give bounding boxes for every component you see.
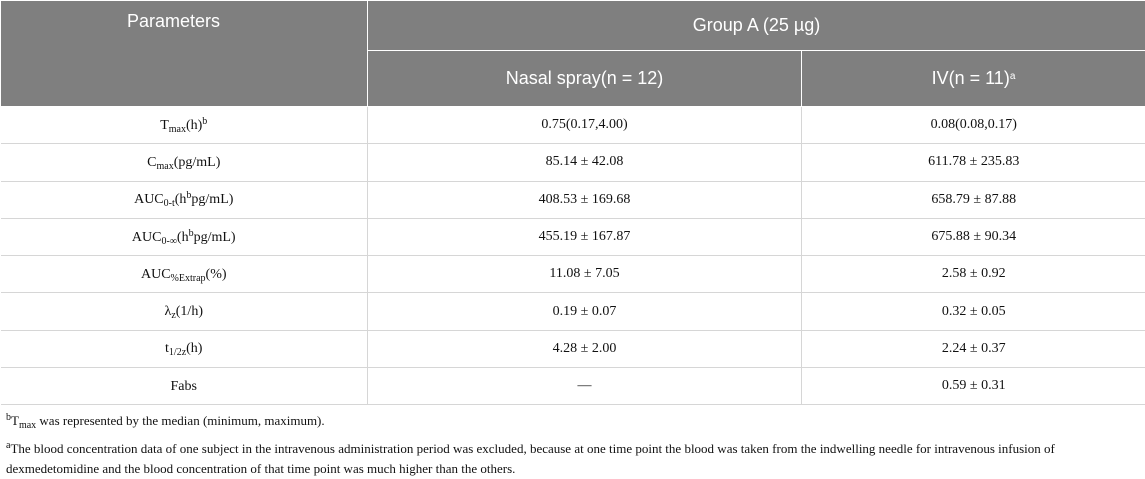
footnote-b-base: T [11, 413, 19, 428]
parameter-cell [1, 144, 368, 181]
param-sup: b [186, 190, 191, 201]
table-body [1, 107, 1145, 405]
param-base: T [160, 118, 169, 133]
parameter-cell [1, 293, 368, 330]
parameter-cell [1, 181, 368, 218]
param-tail: (1/h) [176, 304, 203, 319]
iv-value-cell: 611.78 ± 235.83 [802, 144, 1145, 181]
parameter-cell [1, 368, 368, 405]
param-sub: 0-∞ [161, 236, 176, 247]
param-tail: (h) [186, 341, 202, 356]
iv-value-cell: 0.08(0.08,0.17) [802, 107, 1145, 144]
table-header [1, 1, 1145, 107]
param-tail: (h [175, 192, 187, 207]
param-base: C [147, 155, 156, 170]
nasal-value-cell: 4.28 ± 2.00 [368, 330, 802, 367]
param-tail: (h [177, 230, 189, 245]
header-group: Group A (25 µg) [368, 1, 1145, 51]
table-row [1, 144, 1145, 181]
param-base: AUC [141, 267, 171, 282]
param-sub: %Extrap [171, 273, 206, 284]
footnote-b-sub: max [19, 420, 36, 431]
param-base: Fabs [171, 379, 197, 394]
table-row [1, 107, 1145, 144]
param-tail2: pg/mL) [191, 192, 233, 207]
iv-value-cell: 2.58 ± 0.92 [802, 256, 1145, 293]
header-nasal: Nasal spray(n = 12) [368, 51, 802, 107]
table-row [1, 330, 1145, 367]
nasal-value-cell: 85.14 ± 42.08 [368, 144, 802, 181]
param-tail: (%) [206, 267, 227, 282]
iv-value-cell: 658.79 ± 87.88 [802, 181, 1145, 218]
nasal-value-cell: 0.19 ± 0.07 [368, 293, 802, 330]
footnote-b-mark: b [6, 412, 11, 423]
parameter-cell [1, 330, 368, 367]
table-row [1, 368, 1145, 405]
parameter-cell [1, 107, 368, 144]
footnote-b-text: was represented by the median (minimum, maximum). [36, 413, 324, 428]
iv-value-cell: 0.32 ± 0.05 [802, 293, 1145, 330]
iv-value-cell: 2.24 ± 0.37 [802, 330, 1145, 367]
nasal-value-cell: 11.08 ± 7.05 [368, 256, 802, 293]
param-sub: 0-t [164, 198, 175, 209]
iv-value-cell: 675.88 ± 90.34 [802, 218, 1145, 255]
param-tail: (pg/mL) [174, 155, 221, 170]
param-sub: z [171, 310, 175, 321]
nasal-value-cell: 455.19 ± 167.87 [368, 218, 802, 255]
param-sub: max [156, 161, 173, 172]
footnote-a-text: The blood concentration data of one subject in the intravenous administration period was excluded, because at one time point the blood was taken from the indwelling needle for intravenous infusion of dexmedetomidine and the blood concentration of that time point was much higher than the others. [6, 441, 1055, 476]
nasal-value-cell: 408.53 ± 169.68 [368, 181, 802, 218]
parameter-cell [1, 256, 368, 293]
header-parameters: Parameters [1, 1, 368, 107]
nasal-value-cell: — [368, 368, 802, 405]
param-base: λ [165, 304, 172, 319]
param-sub: max [169, 124, 186, 135]
param-tail: (h) [186, 118, 202, 133]
param-sup: b [189, 228, 194, 239]
param-sup: b [202, 116, 207, 127]
header-iv [802, 51, 1145, 107]
param-sub: 1/2z [169, 347, 186, 358]
footnotes [6, 408, 1141, 479]
param-base: AUC [132, 230, 162, 245]
footnote-a [6, 436, 1141, 479]
table-row [1, 218, 1145, 255]
nasal-value-cell: 0.75(0.17,4.00) [368, 107, 802, 144]
param-base: AUC [134, 192, 164, 207]
table-row [1, 181, 1145, 218]
footnote-a-mark: a [6, 440, 10, 451]
header-iv-label: IV(n = 11) [932, 68, 1010, 88]
iv-value-cell: 0.59 ± 0.31 [802, 368, 1145, 405]
table-row [1, 293, 1145, 330]
param-base: t [165, 341, 169, 356]
table-row [1, 256, 1145, 293]
param-tail2: pg/mL) [194, 230, 236, 245]
parameter-cell [1, 218, 368, 255]
footnote-b [6, 408, 1141, 436]
header-iv-sup: a [1010, 71, 1016, 82]
